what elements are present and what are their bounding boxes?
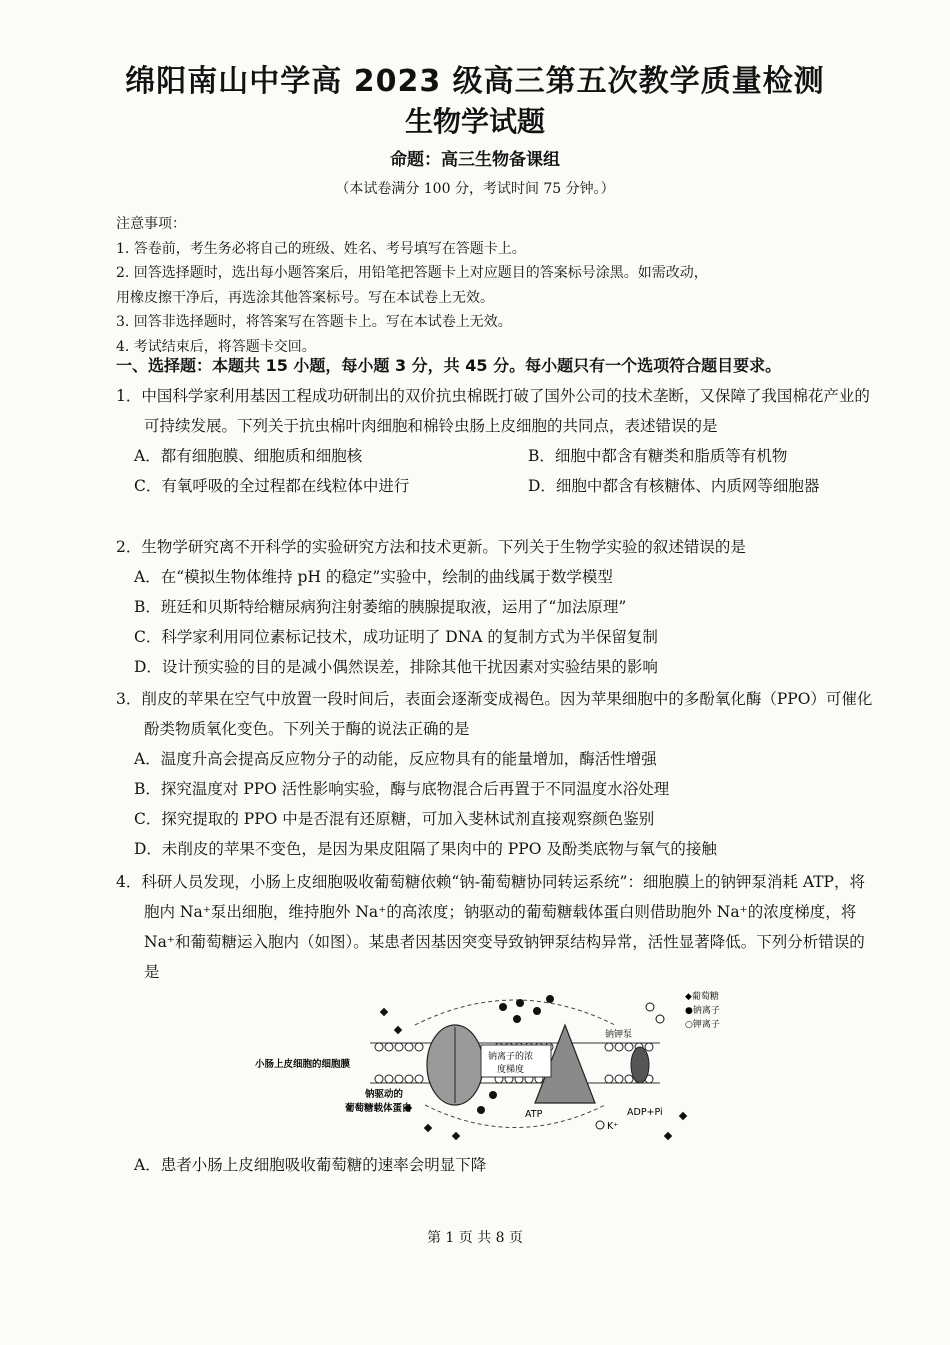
question-1	[116, 381, 876, 501]
legend-sodium: ●钠离子	[685, 1006, 720, 1016]
exam-author: 命题：高三生物备课组	[390, 150, 560, 170]
adp-label: ADP+Pi	[627, 1107, 663, 1118]
legend-glucose: ◆葡萄糖	[685, 992, 719, 1002]
page-footer: 第 1 页 共 8 页	[426, 1230, 524, 1246]
option-d: D．未削皮的苹果不变色，是因为果皮阻隔了果肉中的 PPO 及酚类底物与氧气的接触	[134, 840, 717, 858]
notes-heading: 注意事项：	[116, 216, 186, 232]
option-d: D．设计预实验的目的是减小偶然误差，排除其他干扰因素对实验结果的影响	[134, 658, 658, 676]
option-b: B．探究温度对 PPO 活性影响实验，酶与底物混合后再置于不同温度水浴处理	[134, 780, 670, 798]
option-b: B．细胞中都含有糖类和脂质等有机物	[528, 447, 788, 465]
exam-title: 绵阳南山中学高 2023 级高三第五次教学质量检测	[125, 64, 825, 99]
question-stem: 4．科研人员发现，小肠上皮细胞吸收葡萄糖依赖“钠-葡萄糖协同转运系统”：细胞膜上的钠钾泵消耗 ATP，将胞内 Na⁺泵出细胞，维持胞外 Na⁺的高浓度；钠驱动的葡萄糖载体蛋白则借助胞外 Na⁺的浓度梯度，将 Na⁺和葡萄糖运入胞内（如图）。某患者因基因突变导致钠钾泵结构异常，活性显著降低。下列分析错误的是	[116, 873, 865, 981]
option-d: D．细胞中都含有核糖体、内质网等细胞器	[528, 477, 820, 495]
carrier-label-1: 钠驱动的	[365, 1089, 404, 1100]
pump-subunit	[631, 1047, 649, 1083]
option-a: A．在“模拟生物体维持 pH 的稳定”实验中，绘制的曲线属于数学模型	[134, 568, 613, 586]
question-stem: 1．中国科学家利用基因工程成功研制出的双价抗虫棉既打破了国外公司的技术垄断，又保障了我国棉花产业的可持续发展。下列关于抗虫棉叶肉细胞和棉铃虫肠上皮细胞的共同点，表述错误的是	[116, 387, 870, 435]
option-row	[116, 441, 876, 471]
figure-svg	[255, 985, 755, 1155]
gradient-arc	[425, 1105, 605, 1128]
option-a: A．都有细胞膜、细胞质和细胞核	[134, 447, 363, 465]
option-c: C．有氧呼吸的全过程都在线粒体中进行	[134, 477, 410, 495]
note-item: 4. 考试结束后，将答题卡交回。	[116, 338, 316, 355]
gradient-label-2: 度梯度	[497, 1065, 525, 1075]
question-stem: 3．削皮的苹果在空气中放置一段时间后，表面会逐渐变成褐色。因为苹果细胞中的多酚氧化酶（PPO）可催化酚类物质氧化变色。下列关于酶的说法正确的是	[116, 690, 873, 738]
question-3	[116, 684, 876, 864]
option-c: C．科学家利用同位素标记技术，成功证明了 DNA 的复制方式为半保留复制	[134, 628, 658, 646]
option-b: B．班廷和贝斯特给糖尿病狗注射萎缩的胰腺提取液，运用了“加法原理”	[134, 598, 627, 616]
option-a: A．温度升高会提高反应物分子的动能，反应物具有的能量增加，酶活性增强	[134, 750, 657, 768]
potassium-label: K⁺	[607, 1121, 619, 1132]
exam-subject: 生物学试题	[404, 105, 545, 138]
notes-block	[116, 212, 876, 359]
note-item: 3. 回答非选择题时，将答案写在答题卡上。写在本试卷上无效。	[116, 314, 512, 330]
section-heading: 一、选择题：本题共 15 小题，每小题 3 分，共 45 分。每小题只有一个选项符合题目要求。	[116, 356, 782, 375]
exam-info: （本试卷满分 100 分，考试时间 75 分钟。）	[335, 181, 615, 197]
question-4	[116, 867, 876, 987]
note-item: 1. 答卷前，考生务必将自己的班级、姓名、考号填写在答题卡上。	[116, 240, 526, 257]
membrane-transport-figure	[255, 985, 755, 1155]
question-stem: 2．生物学研究离不开科学的实验研究方法和技术更新。下列关于生物学实验的叙述错误的是	[116, 538, 746, 556]
option-a: A．患者小肠上皮细胞吸收葡萄糖的速率会明显下降	[134, 1156, 487, 1174]
gradient-label-1: 钠离子的浓	[488, 1052, 534, 1062]
option-row	[116, 471, 876, 501]
carrier-label-2: 葡萄糖载体蛋白	[345, 1103, 412, 1114]
pump-label: 钠钾泵	[605, 1030, 633, 1040]
membrane-label: 小肠上皮细胞的细胞膜	[255, 1059, 351, 1070]
option-c: C．探究提取的 PPO 中是否混有还原糖，可加入斐林试剂直接观察颜色鉴别	[134, 810, 655, 828]
atp-label: ATP	[525, 1109, 543, 1120]
question-4-options	[116, 1150, 876, 1180]
note-item: 用橡皮擦干净后，再选涂其他答案标号。写在本试卷上无效。	[116, 289, 494, 306]
question-2	[116, 532, 876, 682]
note-item: 2. 回答选择题时，选出每小题答案后，用铅笔把答题卡上对应题目的答案标号涂黑。如需改动，	[116, 265, 708, 281]
legend-potassium: ○钾离子	[685, 1020, 720, 1030]
